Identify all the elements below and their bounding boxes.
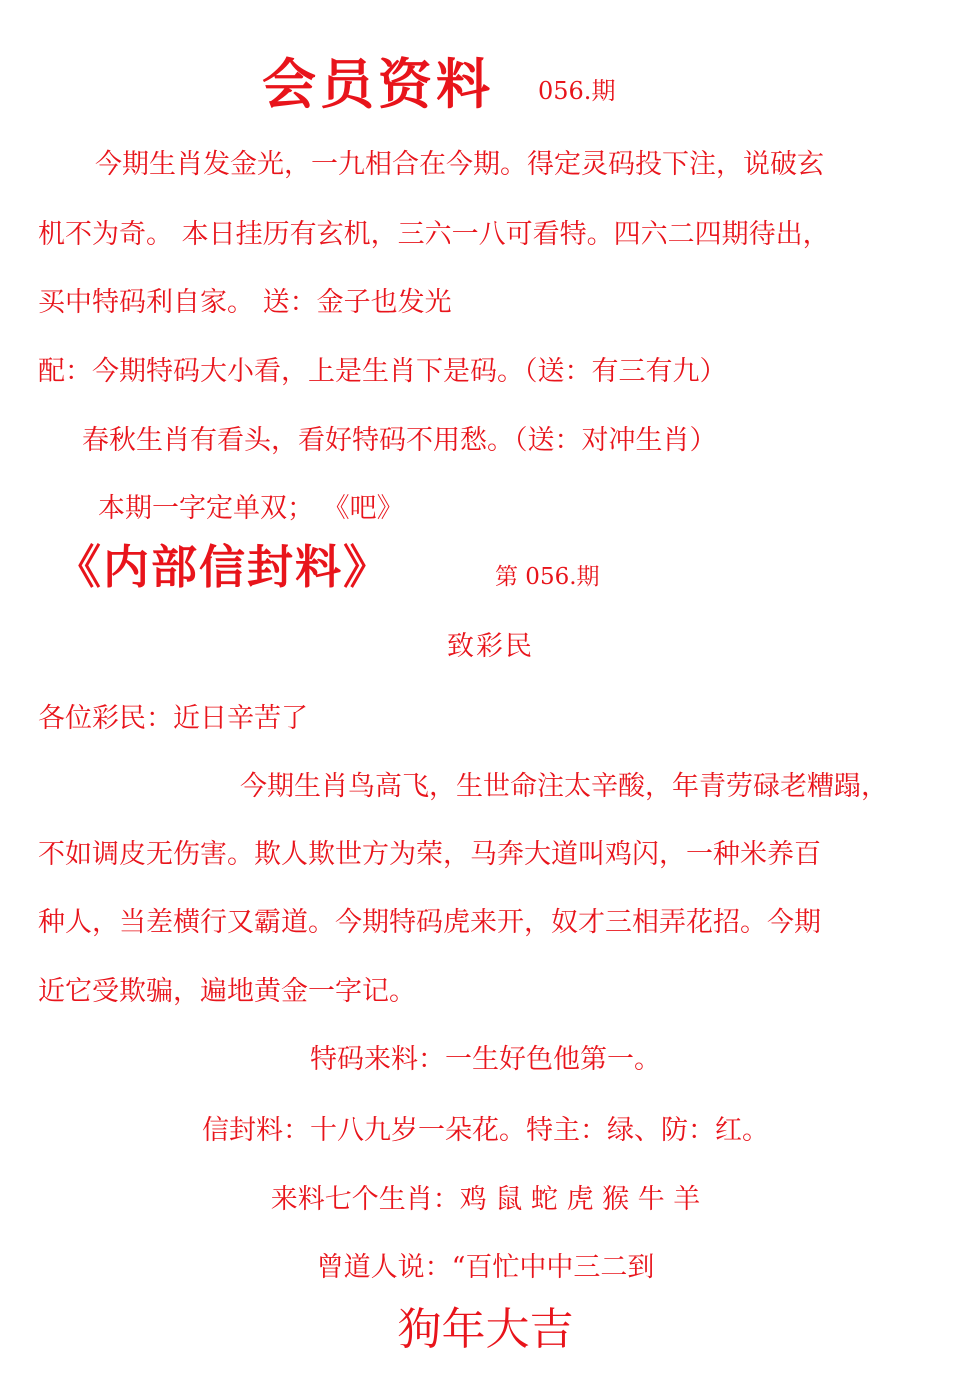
greeting-title: 致彩民 [447, 631, 534, 662]
member-line-3: 买中特码利自家。 送：金子也发光 [38, 287, 452, 318]
seven-zodiacs: 来料七个生肖：鸡 鼠 蛇 虎 猴 牛 羊 [270, 1184, 701, 1215]
member-line-5: 春秋生肖有看头，看好特码不用愁。（送：对冲生肖） [82, 425, 717, 456]
envelope-body-2: 不如调皮无伤害。欺人欺世方为荣，马奔大道叫鸡闪，一种米养百 [38, 839, 821, 870]
greeting-line: 各位彩民：近日辛苦了 [38, 703, 308, 734]
envelope-title: 《内部信封料》 [55, 540, 391, 594]
envelope-material: 信封料：十八九岁一朵花。特主：绿、防：红。 [202, 1115, 769, 1146]
daoist-saying: 曾道人说：“百忙中中三二到 [316, 1252, 655, 1283]
envelope-body-4: 近它受欺骗，遍地黄金一字记。 [38, 976, 416, 1007]
special-material: 特码来料：一生好色他第一。 [310, 1044, 661, 1075]
envelope-body-1: 今期生肖鸟高飞，生世命注太辛酸，年青劳碌老糟蹋， [240, 771, 888, 802]
envelope-body-3: 种人，当差横行又霸道。今期特码虎来开，奴才三相弄花招。今期 [38, 907, 821, 938]
member-title: 会员资料 [262, 53, 494, 116]
member-line-4: 配：今期特码大小看，上是生肖下是码。（送：有三有九） [38, 356, 727, 387]
member-issue: 056.期 [538, 77, 616, 105]
envelope-issue: 第 056.期 [495, 564, 600, 590]
closing-greeting: 狗年大吉 [397, 1304, 574, 1355]
member-line-2: 机不为奇。 本日挂历有玄机，三六一八可看特。四六二四期待出， [38, 219, 830, 250]
member-line-1: 今期生肖发金光，一九相合在今期。得定灵码投下注，说破玄 [95, 149, 824, 180]
member-line-6: 本期一字定单双； 《吧》 [98, 493, 404, 524]
